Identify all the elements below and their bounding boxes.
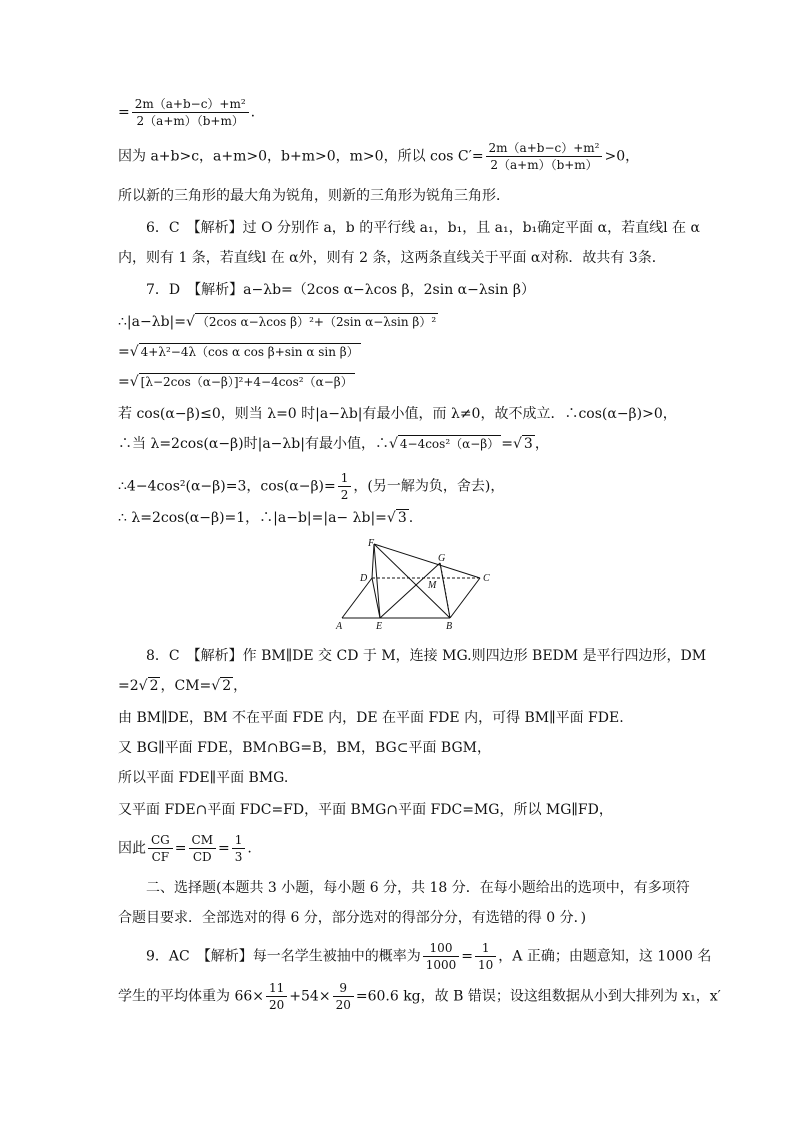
fraction-numerator: 1 <box>475 940 496 957</box>
eq-sign: = <box>118 104 130 121</box>
fraction <box>189 832 216 865</box>
fraction-denominator: 10 <box>478 958 494 972</box>
fraction-denominator: CD <box>192 850 212 864</box>
fraction <box>333 980 354 1013</box>
q8-line7 <box>118 832 252 865</box>
q8-line1: 8．C 【解析】作 BM∥DE 交 CD 于 M，连接 MG.则四边形 BEDM 是平行四边形，DM <box>146 648 707 664</box>
radicand: 4+λ²−4λ（cos α cos β+sin α sin β） <box>140 345 359 359</box>
radicand: 2 <box>149 678 159 694</box>
label-B: B <box>446 621 453 632</box>
radicand: 4−4cos²（α−β） <box>399 437 500 451</box>
text: ， <box>233 678 248 694</box>
edge-FD <box>372 544 374 578</box>
edge-FC <box>374 544 480 578</box>
q8-line4: 又 BG∥平面 FDE，BM∩BG=B，BM，BG⊂平面 BGM， <box>118 740 491 756</box>
text: = <box>461 948 474 965</box>
fraction <box>338 470 352 503</box>
cosC-positive-line <box>118 140 639 173</box>
fraction-numerator: 2m（a+b−c）+m² <box>486 140 603 157</box>
fraction <box>148 832 173 865</box>
fraction-numerator: 11 <box>266 980 287 997</box>
radical-icon: √ <box>185 314 195 330</box>
section2-line1: 二、选择题(本题共 3 小题，每小题 6 分，共 18 分．在每小题给出的选项中，有多项符 <box>146 880 690 896</box>
radical-icon: √ <box>129 374 139 390</box>
q6-line1: 6．C 【解析】过 O 分别作 a，b 的平行线 a₁，b₁，且 a₁，b₁确定平面 α，若直线l 在 α <box>146 220 700 236</box>
radicand: 3 <box>523 436 533 452</box>
radical-icon: √ <box>388 436 398 452</box>
text: = <box>118 344 130 360</box>
text: ∴当 λ=2cos(α−β)时|a−λb|有最小值，∴ <box>118 436 389 452</box>
fraction-denominator: 20 <box>335 998 351 1012</box>
label-E: E <box>376 621 383 632</box>
fraction-denominator: 2（a+m）（b+m） <box>136 114 244 128</box>
fraction-numerator: CM <box>189 832 216 849</box>
conclusion-line: 所以新的三角形的最大角为锐角，则新的三角形为锐角三角形． <box>118 188 510 204</box>
text: 9．AC 【解析】每一名学生被抽中的概率为 <box>146 948 421 965</box>
text: = <box>118 374 130 390</box>
label-G: G <box>438 553 446 564</box>
q7-line4 <box>118 372 355 392</box>
text: ，CM= <box>160 678 212 694</box>
text: ∴4−4cos²(α−β)=3，cos(α−β)= <box>118 478 336 495</box>
text: 因为 a+b>c，a+m>0，b+m>0，m>0，所以 cos C′= <box>118 148 484 165</box>
text: ， <box>534 436 549 452</box>
radical-icon: √ <box>512 436 522 452</box>
fraction <box>232 832 246 865</box>
fraction <box>486 140 603 173</box>
q7-line1: 7．D 【解析】a−λb=（2cos α−λcos β，2sin α−λsin β） <box>146 282 535 298</box>
q7-line2 <box>118 312 438 332</box>
text: ∴ λ=2cos(α−β)=1，∴|a−b|=|a− λb|= <box>118 510 387 526</box>
fraction-denominator: 3 <box>234 850 243 864</box>
period: . <box>250 104 256 121</box>
text: = <box>501 436 513 452</box>
radical-icon: √ <box>386 510 396 526</box>
eq-line-cosC <box>118 96 255 129</box>
text: . <box>408 510 414 526</box>
q8-line3: 由 BM∥DE，BM 不在平面 FDE 内，DE 在平面 FDE 内，可得 BM∥平面 FDE. <box>118 710 624 726</box>
q8-line6: 又平面 FDE∩平面 FDC=FD，平面 BMG∩平面 FDC=MG，所以 MG∥FD， <box>118 802 613 818</box>
q7-line8 <box>118 508 413 528</box>
q9-line2 <box>118 980 721 1013</box>
label-D: D <box>360 573 368 584</box>
fraction-denominator: 1000 <box>425 958 457 972</box>
q7-line3 <box>118 342 361 362</box>
fraction <box>266 980 287 1013</box>
q7-line6 <box>118 434 549 454</box>
fraction-denominator: 2 <box>340 488 349 502</box>
text: = <box>174 840 187 857</box>
text: = <box>217 840 230 857</box>
fraction <box>423 940 460 973</box>
section2-line2: 合题目要求．全部选对的得 6 分，部分选对的得部分分，有选错的得 0 分．) <box>118 910 587 926</box>
text: >0， <box>604 148 640 165</box>
fraction-numerator: CG <box>148 832 173 849</box>
radical-icon: √ <box>129 344 139 360</box>
fraction-numerator: 100 <box>423 940 460 957</box>
fraction-denominator: 2（a+m）（b+m） <box>490 158 598 172</box>
geometry-figure <box>330 536 500 632</box>
text: ∴|a−λb|= <box>118 314 186 330</box>
text: =60.6 kg，故 B 错误；设这组数据从小到大排列为 x₁，x′ <box>355 988 721 1005</box>
edge-BC <box>450 578 480 618</box>
radicand: 2 <box>222 678 232 694</box>
fraction-numerator: 1 <box>232 832 246 849</box>
fraction-numerator: 1 <box>338 470 352 487</box>
text: . <box>247 840 252 857</box>
q6-line2: 内，则有 1 条，若直线l 在 α外，则有 2 条，这两条直线关于平面 α对称．故共有 3条． <box>118 250 666 266</box>
radicand: 3 <box>397 510 407 526</box>
edge-FE <box>374 544 380 618</box>
fraction-numerator: 2m（a+b−c）+m² <box>132 96 249 113</box>
label-A: A <box>336 621 343 632</box>
fraction-denominator: CF <box>151 850 170 864</box>
text: 学生的平均体重为 66× <box>118 988 264 1005</box>
q9-line1 <box>146 940 711 973</box>
radicand: （2cos α−λcos β）²+（2sin α−λsin β）² <box>196 315 437 329</box>
text: ，A 正确；由题意知，这 1000 名 <box>498 948 712 965</box>
fraction-denominator: 20 <box>269 998 285 1012</box>
radical-icon: √ <box>138 678 148 694</box>
q8-line2 <box>118 676 247 696</box>
label-F: F <box>368 538 375 549</box>
radical-icon: √ <box>211 678 221 694</box>
label-M: M <box>428 580 437 591</box>
text: =2 <box>118 678 139 694</box>
text: ，(另一解为负，舍去)， <box>353 478 505 495</box>
edge-AD <box>342 578 372 618</box>
text: +54× <box>289 988 331 1005</box>
text: 因此 <box>118 840 146 857</box>
radicand: [λ−2cos（α−β）]²+4−4cos²（α−β） <box>140 375 353 389</box>
fraction-numerator: 9 <box>333 980 354 997</box>
q7-line5: 若 cos(α−β)≤0，则当 λ=0 时|a−λb|有最小值，而 λ≠0，故不成立．∴cos(α−β)>0， <box>118 406 677 422</box>
q7-line7 <box>118 470 504 503</box>
fraction <box>132 96 249 129</box>
label-C: C <box>483 573 490 584</box>
fraction <box>475 940 496 973</box>
q8-line5: 所以平面 FDE∥平面 BMG. <box>118 770 289 786</box>
